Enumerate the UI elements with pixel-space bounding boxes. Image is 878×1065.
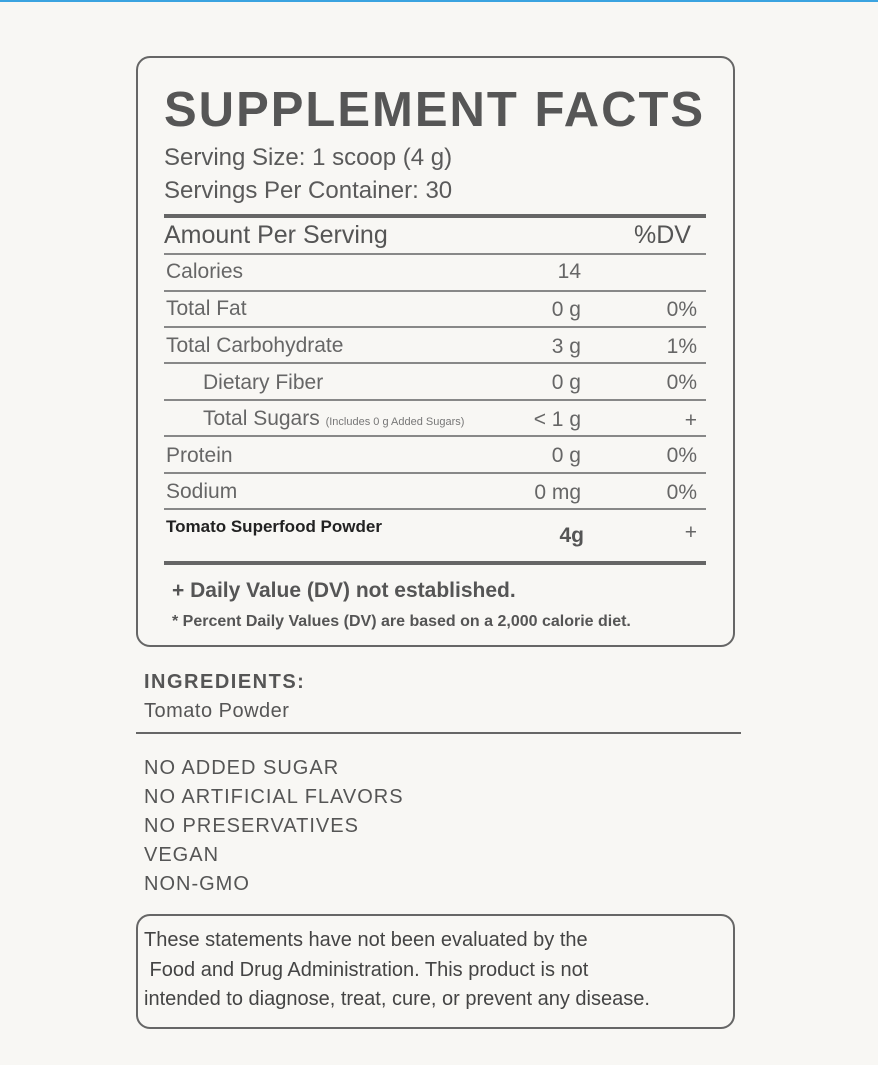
nutrient-amount: 0 g — [551, 298, 581, 321]
nutrient-name: Dietary Fiber — [203, 371, 324, 394]
top-accent-bar — [0, 0, 878, 2]
nutrient-dv: 0% — [666, 298, 697, 321]
row-rule — [164, 326, 706, 328]
dv-header: %DV — [634, 221, 691, 249]
nutrient-dv: + — [684, 409, 697, 432]
disclaimer-line: Food and Drug Administration. This product is not — [144, 958, 589, 981]
row-rule — [164, 508, 706, 510]
row-rule — [164, 435, 706, 437]
ingredients-title: INGREDIENTS: — [144, 671, 306, 693]
claims-list — [144, 755, 404, 900]
row-rule — [164, 362, 706, 364]
nutrient-name: Calories — [166, 260, 244, 283]
header-rule — [164, 214, 706, 218]
section-divider — [136, 732, 741, 734]
nutrient-name: Protein — [166, 444, 233, 467]
nutrient-dv: 0% — [666, 481, 697, 504]
nutrient-amount: 3 g — [551, 335, 581, 358]
row-rule — [164, 472, 706, 474]
nutrient-amount: 0 g — [551, 444, 581, 467]
row-rule — [164, 399, 706, 401]
nutrient-name: Tomato Superfood Powder — [166, 517, 382, 536]
servings-per-container: Servings Per Container: 30 — [164, 177, 453, 204]
disclaimer-line: These statements have not been evaluated by the — [144, 929, 588, 951]
nutrient-dv: 0% — [666, 444, 697, 467]
nutrient-name: Total Fat — [166, 297, 247, 320]
row-rule — [164, 253, 706, 255]
added-sugars-note: (Includes 0 g Added Sugars) — [325, 416, 465, 428]
amount-per-serving-header: Amount Per Serving — [164, 221, 388, 249]
fda-disclaimer-text — [144, 926, 650, 1015]
panel-title: SUPPLEMENT FACTS — [164, 83, 706, 137]
nutrient-name — [203, 407, 464, 431]
nutrient-name: Sodium — [166, 480, 238, 503]
disclaimer-line: intended to diagnose, treat, cure, or prevent any disease. — [144, 988, 650, 1010]
nutrient-dv: 0% — [666, 371, 697, 394]
claim-item: VEGAN — [144, 844, 220, 866]
nutrient-amount: 14 — [557, 260, 581, 283]
claim-item: NO ARTIFICIAL FLAVORS — [144, 786, 404, 808]
nutrient-name-text: Total Sugars — [203, 407, 320, 430]
percent-dv-note: * Percent Daily Values (DV) are based on a 2,000 calorie diet. — [172, 613, 631, 630]
claim-item: NO ADDED SUGAR — [144, 757, 340, 779]
nutrient-dv: + — [684, 521, 697, 544]
nutrient-amount: 0 mg — [534, 481, 581, 504]
nutrient-amount: 4g — [559, 524, 584, 547]
ingredients-text: Tomato Powder — [144, 700, 290, 722]
nutrient-name: Total Carbohydrate — [166, 334, 344, 357]
nutrient-amount: 0 g — [551, 371, 581, 394]
footer-rule — [164, 561, 706, 565]
nutrient-amount: < 1 g — [533, 408, 581, 431]
serving-size: Serving Size: 1 scoop (4 g) — [164, 144, 453, 171]
claim-item: NO PRESERVATIVES — [144, 815, 359, 837]
nutrient-dv: 1% — [666, 335, 697, 358]
row-rule — [164, 290, 706, 292]
dv-not-established-note: + Daily Value (DV) not established. — [172, 579, 516, 602]
claim-item: NON-GMO — [144, 873, 250, 895]
